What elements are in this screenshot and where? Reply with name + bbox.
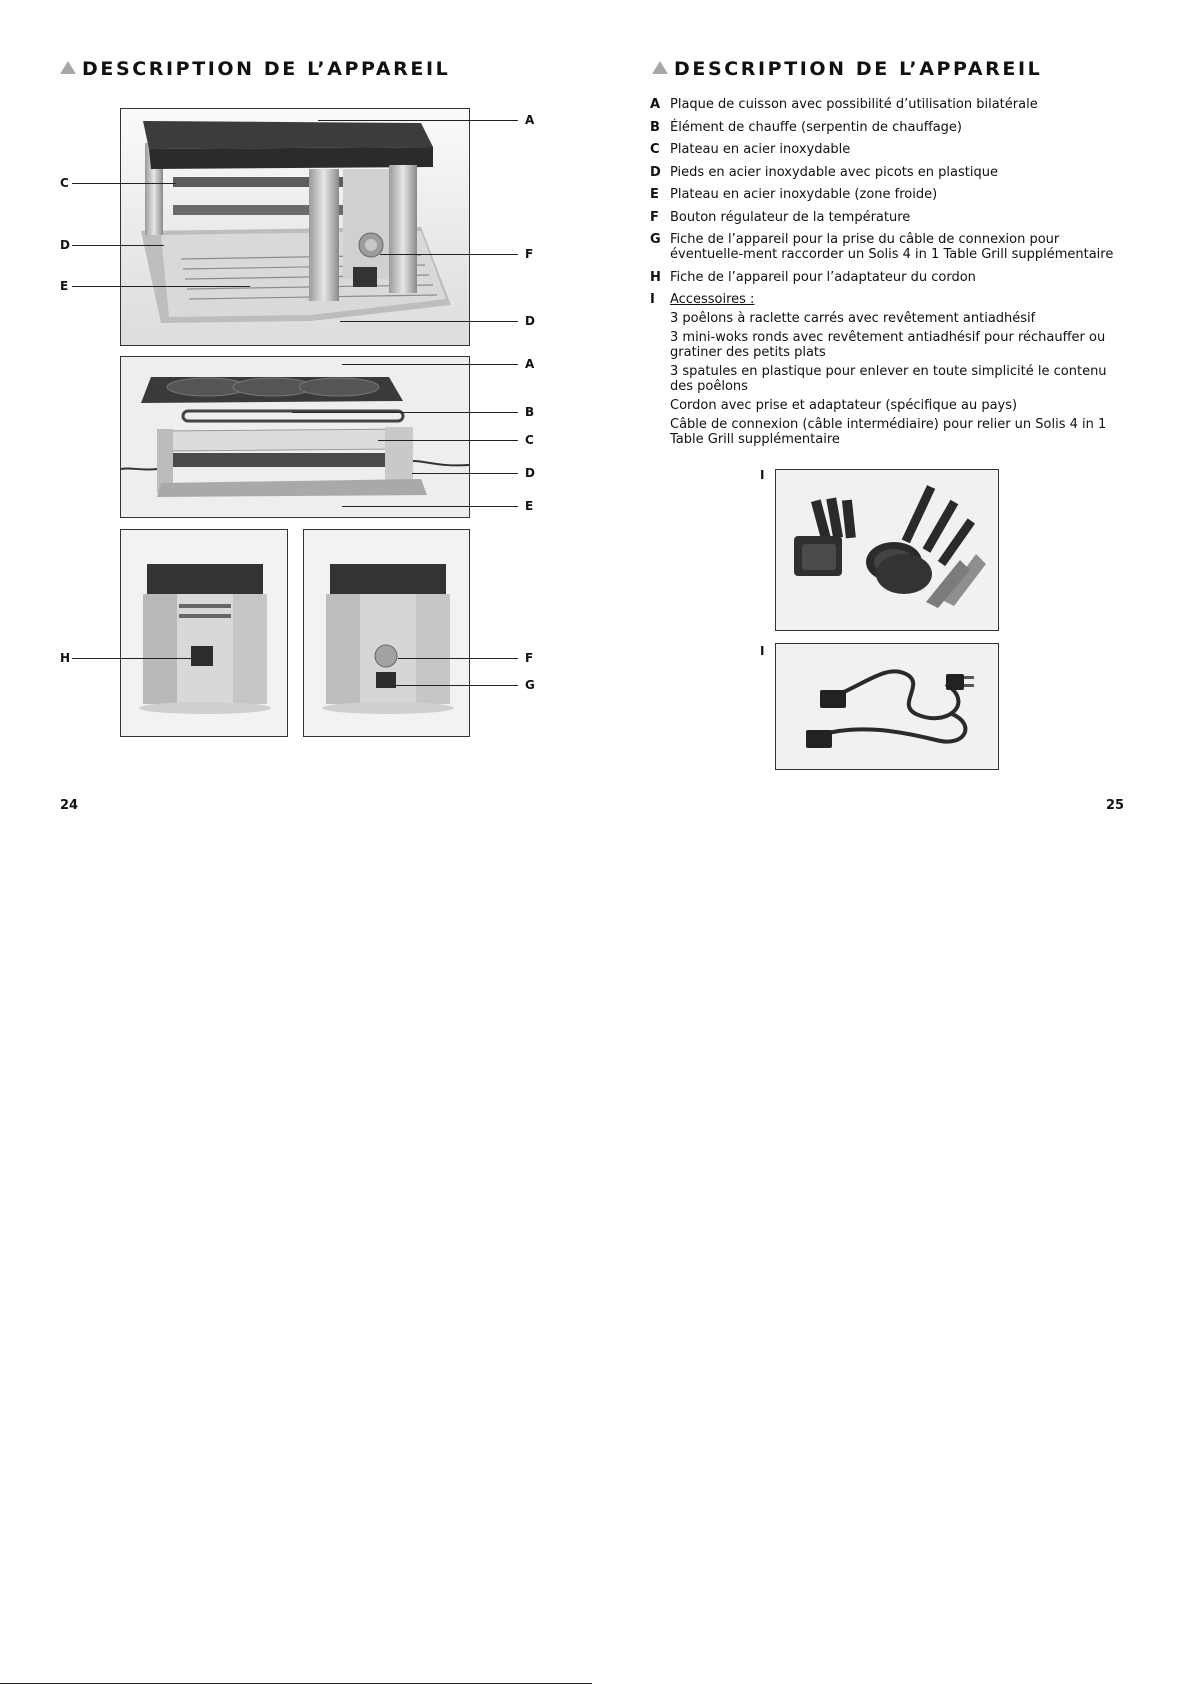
accessory-item: 3 mini-woks ronds avec revêtement antiadhésif pour réchauffer ou gratiner des petits plats bbox=[670, 330, 1106, 360]
triangle-icon bbox=[652, 61, 668, 74]
callout-a-fig2: A bbox=[525, 357, 535, 371]
item-key: D bbox=[650, 164, 661, 180]
accessories-title: Accessoires : bbox=[670, 292, 755, 307]
leader-line bbox=[340, 321, 518, 322]
list-item bbox=[650, 142, 1120, 157]
leader-line bbox=[292, 412, 518, 413]
leader-line bbox=[392, 685, 518, 686]
item-text: Plateau en acier inoxydable bbox=[670, 142, 851, 157]
callout-f-fig1: F bbox=[525, 247, 534, 261]
item-key: E bbox=[650, 187, 659, 202]
figure-grill-front bbox=[303, 529, 470, 737]
heading-right-text: DESCRIPTION DE L’APPAREIL bbox=[674, 58, 1043, 80]
leader-line bbox=[72, 286, 250, 287]
heading-left bbox=[60, 58, 450, 80]
figure-grill-back bbox=[120, 529, 288, 737]
parts-list bbox=[650, 97, 1120, 451]
heading-right bbox=[652, 58, 1042, 80]
leader-line bbox=[72, 183, 176, 184]
callout-f-fig4: F bbox=[525, 651, 534, 665]
accessory-item: 3 spatules en plastique pour enlever en toute simplicité le contenu des poêlons bbox=[670, 364, 1107, 394]
callout-e-fig2: E bbox=[525, 499, 534, 513]
item-key: G bbox=[650, 232, 661, 247]
leader-line bbox=[318, 120, 518, 121]
list-item bbox=[650, 187, 1120, 202]
leader-line bbox=[342, 364, 518, 365]
callout-d-fig2: D bbox=[525, 466, 535, 480]
heading-left-text: DESCRIPTION DE L’APPAREIL bbox=[82, 58, 451, 80]
item-text: Fiche de l’appareil pour la prise du câble de connexion pour éventuelle-ment raccorder un Solis 4 in 1 Table Grill supplémentaire bbox=[670, 232, 1114, 262]
item-text: Plateau en acier inoxydable (zone froide) bbox=[670, 187, 938, 202]
item-text: Fiche de l’appareil pour l’adaptateur du cordon bbox=[670, 269, 976, 285]
item-key: A bbox=[650, 97, 661, 112]
item-key: F bbox=[650, 209, 659, 225]
list-item bbox=[650, 232, 1120, 262]
divider bbox=[0, 1683, 592, 1684]
leader-line bbox=[380, 254, 518, 255]
figure-grill-exploded bbox=[120, 356, 470, 518]
list-item bbox=[650, 120, 1120, 135]
leader-line bbox=[398, 658, 518, 659]
leader-line bbox=[342, 506, 518, 507]
callout-d2-fig1: D bbox=[525, 314, 535, 328]
item-key: H bbox=[650, 269, 661, 285]
callout-c-fig1: C bbox=[60, 176, 69, 190]
item-text: Bouton régulateur de la température bbox=[670, 209, 911, 225]
accessory-item: Câble de connexion (câble intermédiaire) pour relier un Solis 4 in 1 Table Grill supplémentaire bbox=[670, 417, 1107, 447]
leader-line bbox=[412, 473, 518, 474]
callout-e-fig1: E bbox=[60, 279, 69, 293]
callout-a-fig1: A bbox=[525, 113, 535, 127]
item-text: Plaque de cuisson avec possibilité d’utilisation bilatérale bbox=[670, 97, 1038, 112]
callout-d-fig1: D bbox=[60, 238, 70, 252]
accessory-item: Cordon avec prise et adaptateur (spécifique au pays) bbox=[670, 398, 1018, 413]
figure-grill-angled bbox=[120, 108, 470, 346]
list-item bbox=[650, 270, 1120, 285]
callout-g-fig4: G bbox=[525, 678, 535, 692]
item-key: I bbox=[650, 292, 655, 307]
leader-line bbox=[378, 440, 518, 441]
triangle-icon bbox=[60, 61, 76, 74]
figure-accessories-cables bbox=[775, 643, 999, 770]
callout-h-fig3: H bbox=[60, 651, 71, 665]
figure-accessories-pans bbox=[775, 469, 999, 631]
list-item bbox=[650, 292, 1120, 307]
item-text: Élément de chauffe (serpentin de chauffage) bbox=[670, 119, 962, 135]
page-number-right: 25 bbox=[1106, 798, 1125, 813]
callout-b-fig2: B bbox=[525, 405, 535, 419]
list-item bbox=[650, 165, 1120, 180]
item-key: C bbox=[650, 142, 660, 157]
accessory-item: 3 poêlons à raclette carrés avec revêtement antiadhésif bbox=[670, 311, 1036, 326]
item-key: B bbox=[650, 119, 660, 135]
item-text: Pieds en acier inoxydable avec picots en plastique bbox=[670, 164, 998, 180]
list-item bbox=[650, 210, 1120, 225]
list-item bbox=[650, 97, 1120, 112]
callout-i-acc1: I bbox=[760, 468, 765, 482]
leader-line bbox=[72, 245, 164, 246]
page-number-left: 24 bbox=[60, 798, 79, 813]
leader-line bbox=[72, 658, 192, 659]
callout-i-acc2: I bbox=[760, 644, 765, 658]
callout-c-fig2: C bbox=[525, 433, 534, 447]
